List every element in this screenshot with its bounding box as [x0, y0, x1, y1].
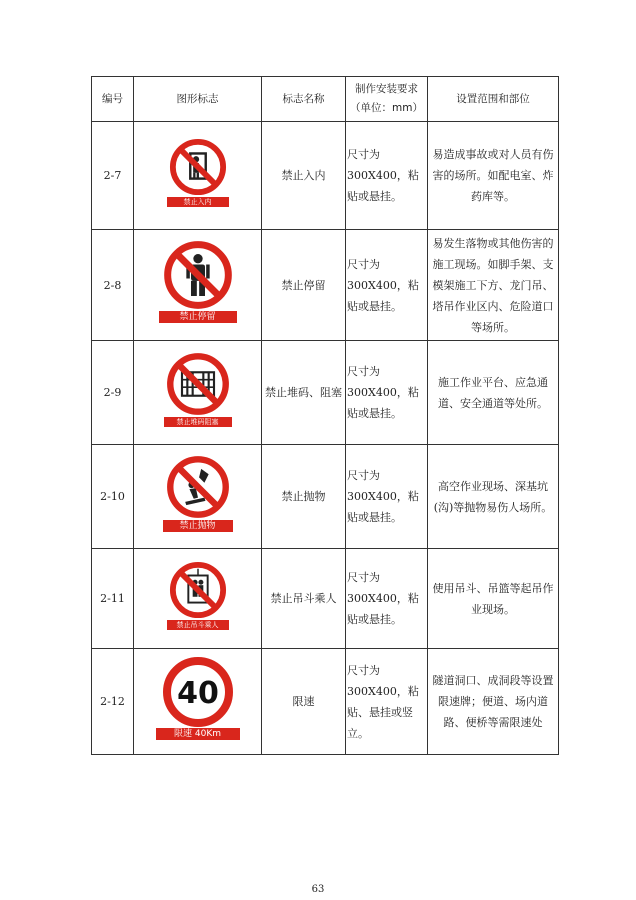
- row-scope: 施工作业平台、应急通道、安全通道等处所。: [428, 341, 559, 445]
- speed-value: 40: [176, 675, 219, 711]
- sign-speed-limit: [156, 657, 240, 740]
- row-scope: 高空作业现场、深基坑(沟)等抛物易伤人场所。: [428, 445, 559, 549]
- row-req: 尺寸为 300X400，粘贴或悬挂。: [346, 230, 428, 341]
- row-req: 尺寸为 300X400，粘贴或悬挂。: [346, 445, 428, 549]
- row-no: 2-11: [92, 549, 134, 649]
- sign-caption: 禁止堆码阻塞: [164, 417, 232, 427]
- sign-no-stopping: [159, 240, 237, 323]
- header-req: [346, 77, 428, 122]
- row-name: 禁止入内: [262, 122, 346, 230]
- row-no: 2-7: [92, 122, 134, 230]
- row-graphic: [134, 341, 262, 445]
- row-graphic: [134, 122, 262, 230]
- table-row: [92, 649, 559, 755]
- header-req-text: 制作安装要求 （单位：mm）: [350, 83, 423, 114]
- row-no: 2-8: [92, 230, 134, 341]
- row-name: 禁止抛物: [262, 445, 346, 549]
- sign-caption: 限速 40Km: [156, 728, 240, 740]
- header-scope: 设置范围和部位: [428, 77, 559, 122]
- table-row: [92, 122, 559, 230]
- row-req: 尺寸为 300X400，粘贴或悬挂。: [346, 549, 428, 649]
- row-req: 尺寸为 300X400，粘贴或悬挂。: [346, 341, 428, 445]
- no-riding-hoist-icon: [169, 561, 227, 619]
- row-scope: 易发生落物或其他伤害的施工现场。如脚手架、支模架施工下方、龙门吊、塔吊作业区内、危险道口等场所。: [428, 230, 559, 341]
- sign-caption: 禁止吊斗乘人: [167, 620, 229, 630]
- sign-caption: 禁止停留: [159, 311, 237, 323]
- row-no: 2-12: [92, 649, 134, 755]
- speed-limit-icon: [157, 657, 239, 727]
- row-name: 限速: [262, 649, 346, 755]
- row-graphic: [134, 649, 262, 755]
- table-row: [92, 549, 559, 649]
- no-throwing-icon: [166, 455, 230, 519]
- row-name: 禁止停留: [262, 230, 346, 341]
- table-row: [92, 445, 559, 549]
- row-graphic: [134, 445, 262, 549]
- row-scope: 隧道洞口、成洞段等设置限速牌；便道、场内道路、便桥等需限速处: [428, 649, 559, 755]
- table-row: [92, 341, 559, 445]
- row-req: 尺寸为 300X400，粘贴或悬挂。: [346, 122, 428, 230]
- sign-no-throwing: [163, 455, 233, 532]
- header-no: 编号: [92, 77, 134, 122]
- page-number: 63: [311, 884, 325, 895]
- row-name: 禁止堆码、阻塞: [262, 341, 346, 445]
- signs-table: [91, 76, 559, 755]
- row-name: 禁止吊斗乘人: [262, 549, 346, 649]
- sign-no-stacking: [164, 352, 232, 427]
- row-scope: 易造成事故或对人员有伤害的场所。如配电室、炸药库等。: [428, 122, 559, 230]
- no-stacking-icon: [166, 352, 230, 416]
- no-entry-person-icon: [169, 138, 227, 196]
- sign-no-riding-hoist: [167, 561, 229, 630]
- sign-caption: 禁止入内: [167, 197, 229, 207]
- sign-caption: 禁止抛物: [163, 520, 233, 532]
- row-scope: 使用吊斗、吊篮等起吊作业现场。: [428, 549, 559, 649]
- row-no: 2-10: [92, 445, 134, 549]
- no-stopping-person-icon: [163, 240, 233, 310]
- row-req: 尺寸为 300X400，粘贴、悬挂或竖立。: [346, 649, 428, 755]
- row-graphic: [134, 549, 262, 649]
- header-name: 标志名称: [262, 77, 346, 122]
- header-row: [92, 77, 559, 122]
- row-no: 2-9: [92, 341, 134, 445]
- row-graphic: [134, 230, 262, 341]
- sign-no-entry: [167, 138, 229, 207]
- header-graphic: 图形标志: [134, 77, 262, 122]
- table-row: [92, 230, 559, 341]
